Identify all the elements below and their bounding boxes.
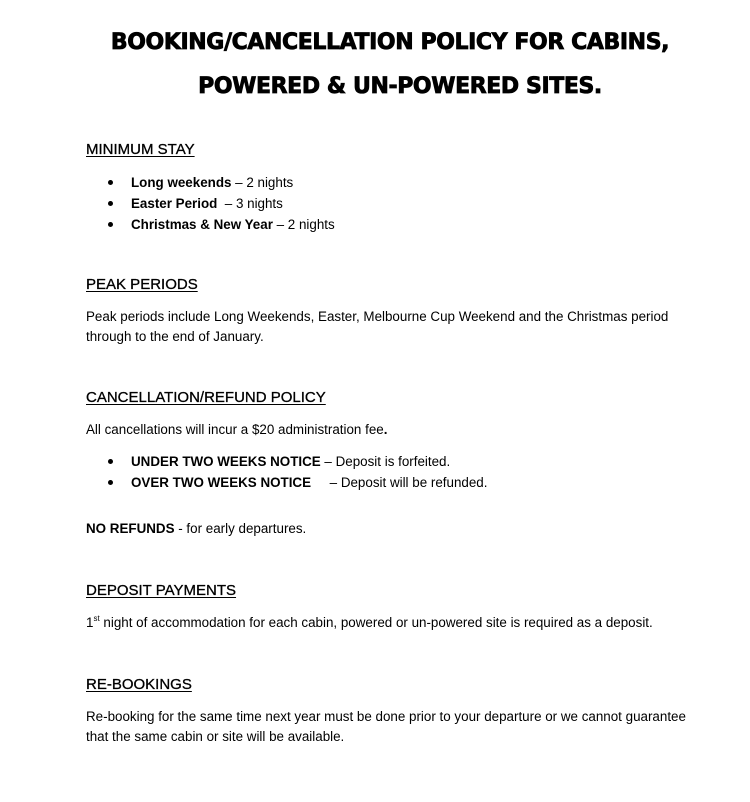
list-item-label: Easter Period (131, 196, 218, 211)
cancellation-intro (86, 420, 706, 440)
list-item-label: OVER TWO WEEKS NOTICE (131, 475, 312, 490)
cancellation-heading: CANCELLATION/REFUND POLICY (86, 389, 326, 406)
list-item (108, 472, 487, 493)
peak-periods-text: Peak periods include Long Weekends, Easter, Melbourne Cup Weekend and the Christmas period through to the end of January. (86, 309, 669, 344)
minimum-stay-heading: MINIMUM STAY (86, 141, 195, 158)
deposit-ordinal-suffix: st (93, 614, 100, 623)
list-item-value: – Deposit will be refunded. (311, 475, 488, 490)
deposit-text (86, 613, 706, 633)
peak-periods-heading: PEAK PERIODS (86, 276, 198, 293)
bullet-icon (108, 180, 113, 185)
rebookings-heading: RE-BOOKINGS (86, 676, 192, 693)
list-item-label: UNDER TWO WEEKS NOTICE (131, 454, 321, 469)
document-title-line-2: POWERED & UN-POWERED SITES. (198, 74, 602, 99)
list-item (108, 193, 335, 214)
deposit-heading: DEPOSIT PAYMENTS (86, 582, 237, 599)
list-item-value: – 3 nights (217, 196, 283, 211)
no-refunds-text: - for early departures. (174, 521, 307, 536)
bullet-icon (108, 201, 113, 206)
no-refunds-label: NO REFUNDS (86, 521, 175, 536)
cancellation-intro-text: All cancellations will incur a $20 administration fee (86, 422, 384, 437)
list-item-value: – 2 nights (231, 175, 294, 190)
no-refunds-note (86, 519, 706, 539)
bullet-icon (108, 480, 113, 485)
bullet-icon (108, 459, 113, 464)
list-item-label: Christmas & New Year (131, 217, 273, 232)
cancellation-intro-period: . (383, 422, 388, 437)
minimum-stay-list (108, 172, 335, 235)
rebookings-text: Re-booking for the same time next year must be done prior to your departure or we cannot guarantee that the same cabin or site will be available. (86, 709, 686, 744)
list-item-value: – 2 nights (272, 217, 335, 232)
list-item (108, 172, 335, 193)
bullet-icon (108, 222, 113, 227)
list-item (108, 451, 487, 472)
deposit-number: 1 (86, 615, 94, 630)
document-title-line-1: BOOKING/CANCELLATION POLICY FOR CABINS, (110, 30, 670, 55)
list-item-label: Long weekends (131, 175, 232, 190)
list-item (108, 214, 335, 235)
deposit-body: night of accommodation for each cabin, powered or un-powered site is required as a deposit. (99, 615, 653, 630)
list-item-value: – Deposit is forfeited. (320, 454, 451, 469)
cancellation-list (108, 451, 487, 493)
